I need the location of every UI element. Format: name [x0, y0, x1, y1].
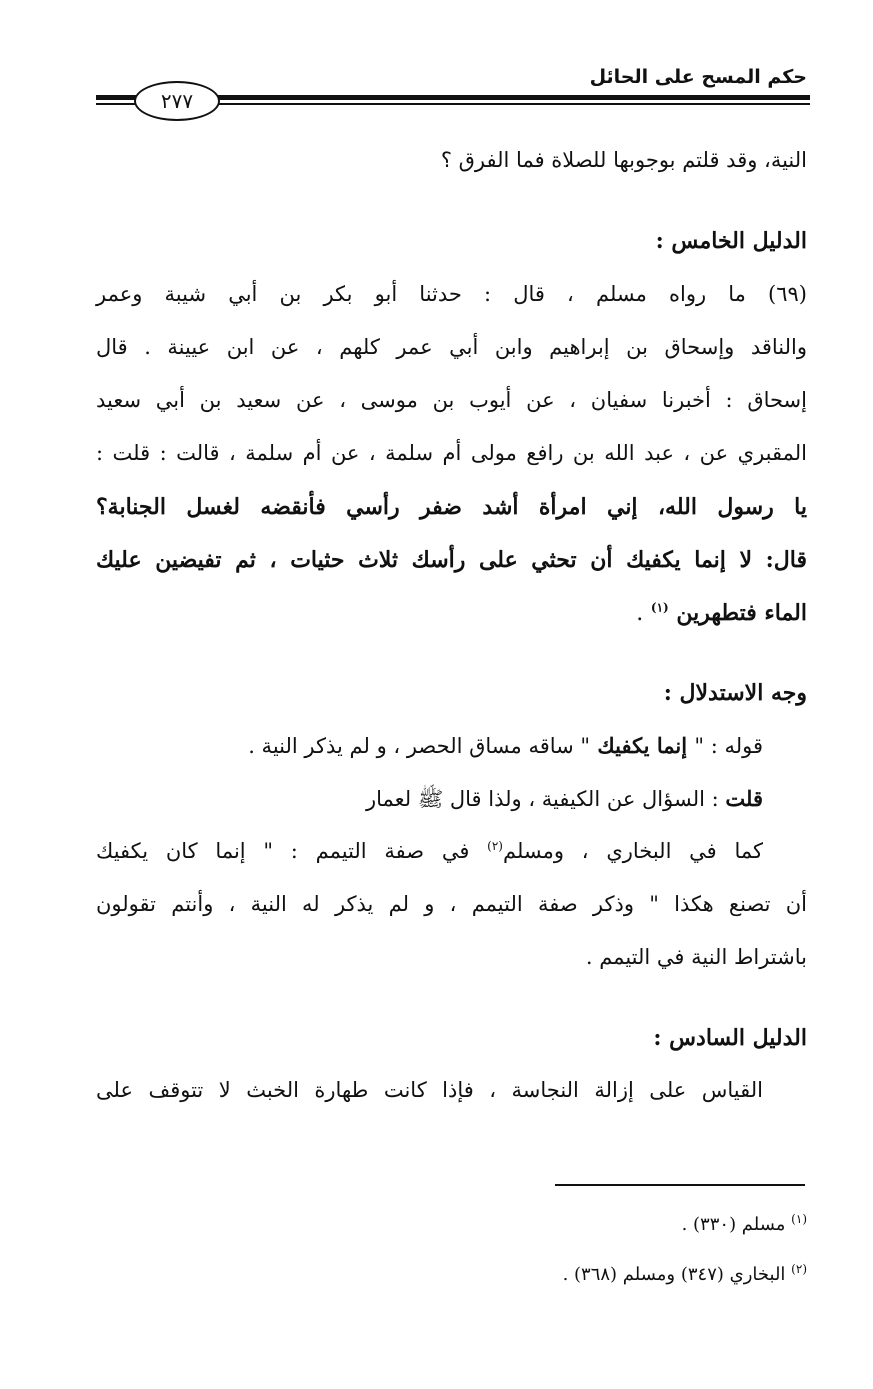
- running-title: حكم المسح على الحائل: [589, 66, 807, 88]
- quote-open: قوله : ": [694, 734, 763, 758]
- text-line-14: القياس على إزالة النجاسة ، فإذا كانت طهارة الخبث لا تتوقف على: [96, 1078, 763, 1102]
- header-rule-thick: [214, 95, 810, 100]
- text-line-4: إسحاق : أخبرنا سفيان ، عن أيوب بن موسى ، عن سعيد بن أبي سعيد: [96, 388, 807, 412]
- footnote-ref-1: (١): [650, 600, 669, 615]
- header-rule: [96, 89, 810, 115]
- hadith-line-1: يا رسول الله، إني امرأة أشد ضفر رأسي فأنقضه لغسل الجنابة؟: [96, 494, 807, 520]
- text-line-10: [96, 786, 763, 817]
- footnote-2-text: البخاري (٣٤٧) ومسلم (٣٦٨) .: [562, 1264, 792, 1285]
- hadith-line-2: قال: لا إنما يكفيك أن تحثي على رأسك ثلاث حثيات ، ثم تفيضين عليك: [96, 547, 807, 573]
- heading-fifth-evidence: الدليل الخامس :: [655, 228, 807, 254]
- footnote-ref-2: (٢): [487, 839, 503, 853]
- text-line-9: [96, 733, 763, 758]
- hadith-line-3-text: الماء فتطهرين: [676, 600, 807, 626]
- footnote-1-marker: (١): [791, 1212, 807, 1226]
- quoted-phrase: إنما يكفيك: [590, 733, 695, 758]
- page-number: ٢٧٧: [134, 81, 220, 121]
- heading-sixth-evidence: الدليل السادس :: [653, 1025, 807, 1051]
- header-rule-left-thin: [96, 103, 136, 105]
- footnote-2-marker: (٢): [791, 1262, 807, 1276]
- qult-label: قلت: [725, 786, 763, 811]
- footnote-1: [682, 1212, 807, 1235]
- header-rule-thin: [214, 103, 810, 105]
- text-line-11-b: في صفة التيمم : " إنما كان يكفيك: [96, 839, 488, 863]
- hadith-line-3: [96, 600, 807, 626]
- text-line-11-a: كما في البخاري ، ومسلم: [502, 839, 763, 863]
- text-line-13: باشتراط النية في التيمم .: [585, 945, 807, 969]
- header-rule-left-thick: [96, 95, 136, 100]
- footnote-separator: [555, 1184, 805, 1186]
- text-line-5: المقبري عن ، عبد الله بن رافع مولى أم سلمة ، عن أم سلمة ، قالت : قلت :: [96, 441, 807, 465]
- text-line-1: النية، وقد قلتم بوجوبها للصلاة فما الفرق ؟: [440, 148, 807, 172]
- hadith-line-3-end: .: [636, 601, 644, 626]
- text-line-2: (٦٩) ما رواه مسلم ، قال : حدثنا أبو بكر بن أبي شيبة وعمر: [96, 282, 807, 306]
- text-line-12: أن تصنع هكذا " وذكر صفة التيمم ، و لم يذكر له النية ، وأنتم تقولون: [96, 892, 807, 916]
- footnote-1-text: مسلم (٣٣٠) .: [681, 1214, 792, 1235]
- heading-inference: وجه الاستدلال :: [663, 680, 807, 706]
- text-line-3: والناقد وإسحاق بن إبراهيم وابن أبي عمر كلهم ، عن ابن عيينة . قال: [96, 335, 807, 359]
- footnote-2: [563, 1262, 807, 1285]
- text-line-10-rest: : السؤال عن الكيفية ، ولذا قال ﷺ لعمار: [365, 787, 726, 811]
- text-line-11: [96, 839, 763, 863]
- quote-rest: " ساقه مساق الحصر ، و لم يذكر النية .: [248, 734, 591, 758]
